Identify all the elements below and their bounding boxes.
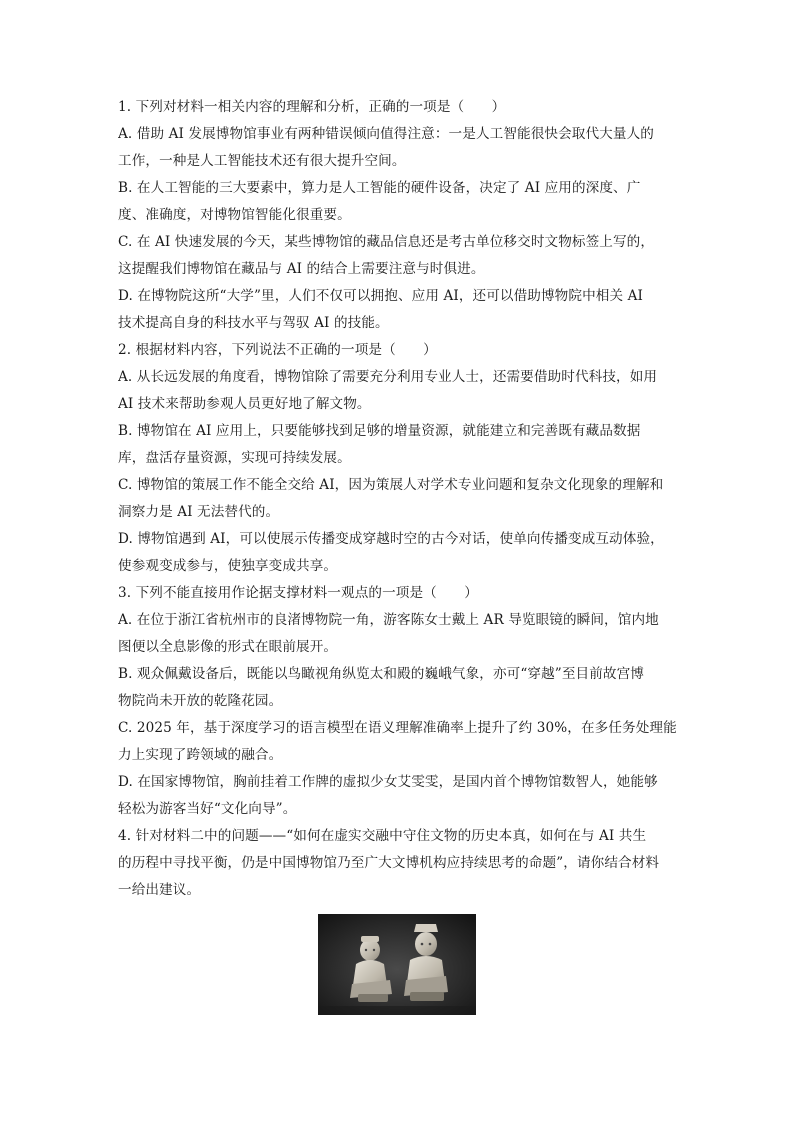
text-line: 2. 根据材料内容，下列说法不正确的一项是（ ） xyxy=(118,342,437,358)
text-line: 技术提高自身的科技水平与驾驭 AI 的技能。 xyxy=(118,315,389,331)
text-line: B. 在人工智能的三大要素中，算力是人工智能的硬件设备，决定了 AI 应用的深度、广 xyxy=(118,180,641,196)
text-line: 使参观变成参与，使独享变成共享。 xyxy=(118,558,338,574)
text-line: D. 博物馆遇到 AI，可以使展示传播变成穿越时空的古今对话，使单向传播变成互动体验， xyxy=(118,531,664,547)
text-line: C. 2025 年，基于深度学习的语言模型在语义理解准确率上提升了约 30%，在多任务处理能 xyxy=(118,720,677,736)
text-line: 这提醒我们博物馆在藏品与 AI 的结合上需要注意与时俱进。 xyxy=(118,261,485,277)
text-line: AI 技术来帮助参观人员更好地了解文物。 xyxy=(118,396,371,412)
text-line: 库，盘活存量资源，实现可持续发展。 xyxy=(118,450,351,466)
text-line: 工作，一种是人工智能技术还有很大提升空间。 xyxy=(118,153,406,169)
text-line: B. 观众佩戴设备后，既能以鸟瞰视角纵览太和殿的巍峨气象，亦可“穿越”至目前故宫博 xyxy=(118,666,645,682)
text-line: D. 在国家博物馆，胸前挂着工作牌的虚拟少女艾雯雯，是国内首个博物馆数智人，她能够 xyxy=(118,774,658,790)
text-line: 的历程中寻找平衡，仍是中国博物馆乃至广大文博机构应持续思考的命题”，请你结合材料 xyxy=(118,855,660,871)
text-line: 洞察力是 AI 无法替代的。 xyxy=(118,504,280,520)
text-line: 力上实现了跨领域的融合。 xyxy=(118,747,283,763)
text-line: 轻松为游客当好“文化向导”。 xyxy=(118,801,297,817)
text-line: 一给出建议。 xyxy=(118,882,201,898)
text-line: 物院尚未开放的乾隆花园。 xyxy=(118,693,283,709)
text-line: 1. 下列对材料一相关内容的理解和分析，正确的一项是（ ） xyxy=(118,99,506,115)
text-line: A. 在位于浙江省杭州市的良渚博物院一角，游客陈女士戴上 AR 导览眼镜的瞬间，馆内地 xyxy=(118,612,659,628)
text-line: A. 借助 AI 发展博物馆事业有两种错误倾向值得注意：一是人工智能很快会取代大量人的 xyxy=(118,126,654,142)
question-text xyxy=(118,94,678,904)
text-line: 图便以全息影像的形式在眼前展开。 xyxy=(118,639,338,655)
text-line: 4. 针对材料二中的问题——“如何在虚实交融中守住文物的历史本真，如何在与 AI 共生 xyxy=(118,828,647,844)
text-line: B. 博物馆在 AI 应用上，只要能够找到足够的增量资源，就能建立和完善既有藏品数据 xyxy=(118,423,641,439)
text-line: C. 博物馆的策展工作不能全交给 AI，因为策展人对学术专业问题和复杂文化现象的理解和 xyxy=(118,477,664,493)
text-line: C. 在 AI 快速发展的今天，某些博物馆的藏品信息还是考古单位移交时文物标签上写的， xyxy=(118,234,655,250)
text-line: 度、准确度，对博物馆智能化很重要。 xyxy=(118,207,351,223)
text-line: 3. 下列不能直接用作论据支撑材料一观点的一项是（ ） xyxy=(118,585,478,601)
text-line: D. 在博物院这所“大学”里，人们不仅可以拥抱、应用 AI，还可以借助博物院中相关 AI xyxy=(118,288,643,304)
text-line: A. 从长远发展的角度看，博物馆除了需要充分利用专业人士，还需要借助时代科技，如用 xyxy=(118,369,658,385)
figurines-photo xyxy=(318,914,476,1015)
